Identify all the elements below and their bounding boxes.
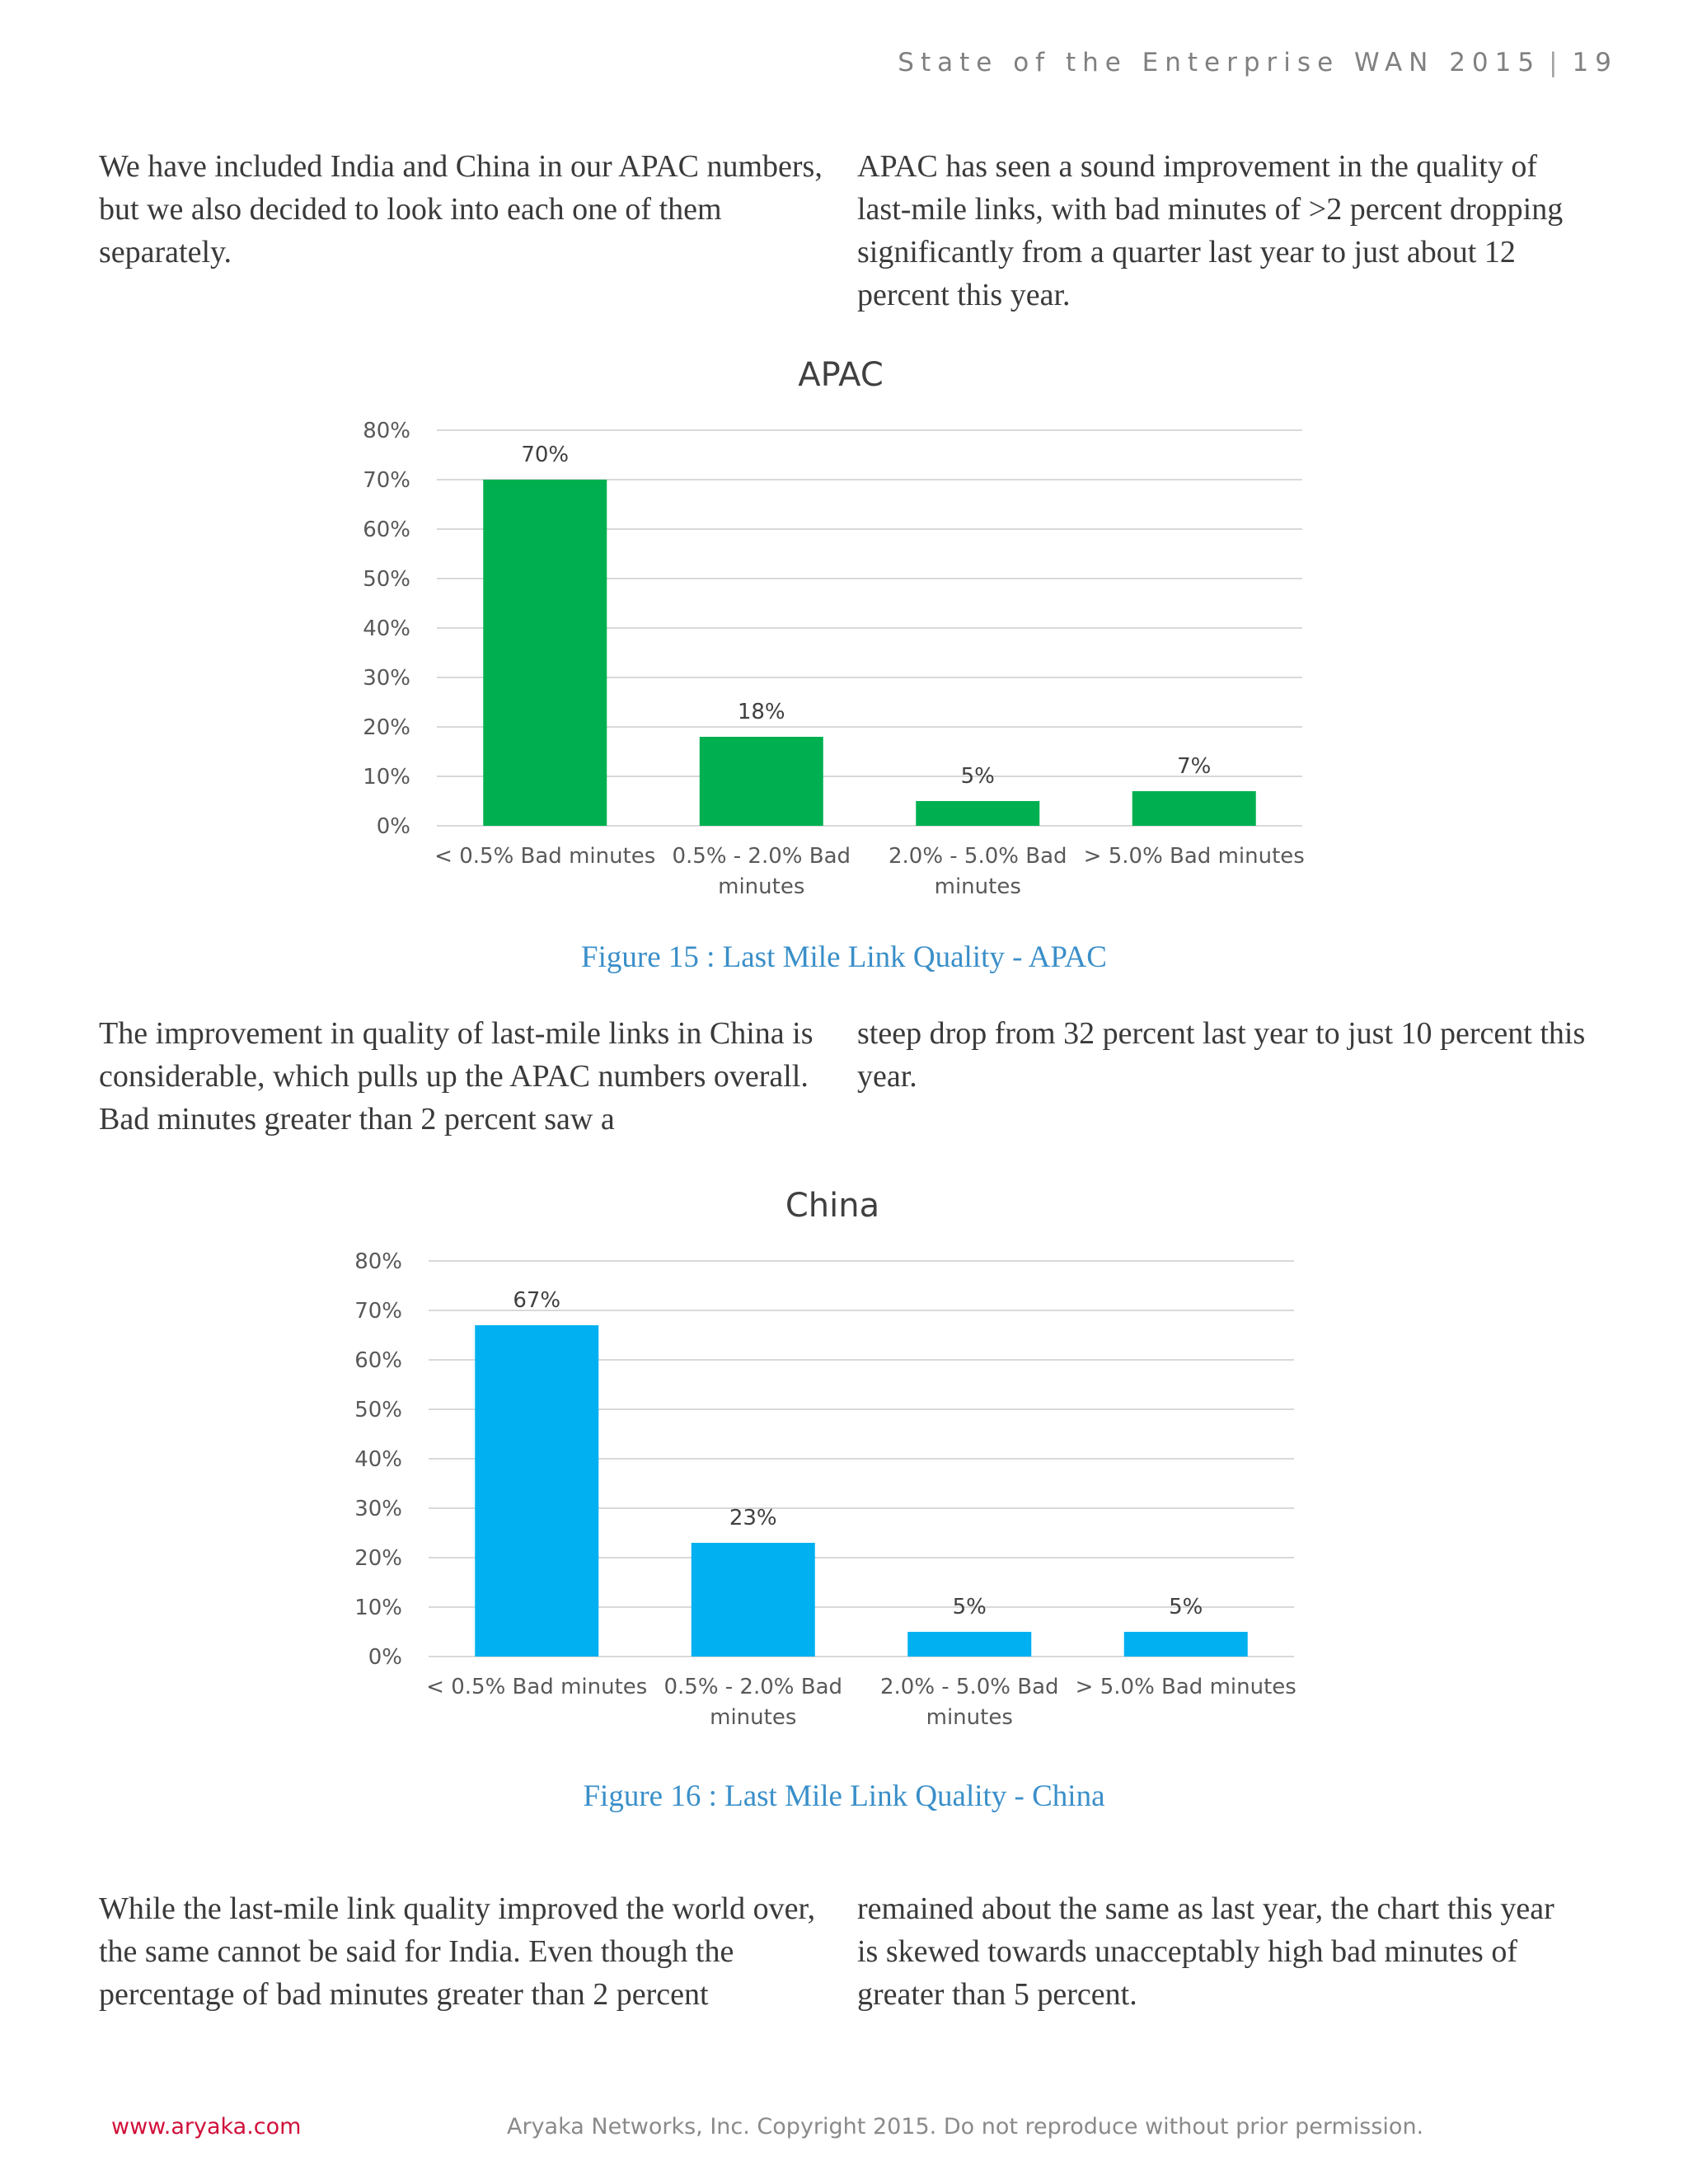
section1-right-column	[857, 145, 1582, 316]
y-tick-label: 40%	[363, 616, 410, 641]
bar	[1132, 791, 1256, 826]
x-tick-label: 0.5% - 2.0% Bad	[672, 844, 851, 869]
y-tick-label: 60%	[363, 518, 410, 542]
y-tick-label: 20%	[354, 1546, 402, 1571]
y-tick-label: 80%	[363, 419, 410, 443]
chart-china-title: China	[785, 1187, 880, 1225]
y-tick-label: 30%	[354, 1497, 402, 1521]
x-tick-label: 2.0% - 5.0% Bad	[879, 1675, 1059, 1699]
bar	[916, 801, 1039, 826]
section3-right-paragraph: remained about the same as last year, the chart this year is skewed towards unacceptably high bad minutes of greater than 5 percent.	[857, 1891, 1554, 2012]
y-tick-label: 60%	[354, 1348, 402, 1373]
data-label: 5%	[1169, 1595, 1203, 1619]
x-tick-label: > 5.0% Bad minutes	[1075, 1675, 1296, 1699]
section3-left-paragraph: While the last-mile link quality improved the world over, the same cannot be said for India. Even though the percentage of bad minutes greater than 2 percent	[99, 1891, 816, 2012]
x-tick-label: < 0.5% Bad minutes	[434, 844, 656, 869]
section1-right-paragraph: APAC has seen a sound improvement in the quality of last-mile links, with bad minutes of >2 percent dropping significantly from a quarter last year to just about 12 percent this year.	[857, 149, 1564, 312]
y-tick-label: 70%	[354, 1299, 402, 1324]
x-tick-label: minutes	[934, 874, 1021, 899]
section3-left-column	[99, 1887, 824, 2016]
bar	[907, 1632, 1031, 1657]
x-tick-label: minutes	[710, 1705, 797, 1730]
x-tick-label: 0.5% - 2.0% Bad	[663, 1675, 843, 1699]
y-tick-label: 0%	[368, 1645, 402, 1670]
data-label: 5%	[960, 764, 995, 789]
section2-right-column	[857, 1012, 1599, 1098]
data-label: 18%	[737, 700, 785, 724]
footer-copyright: Aryaka Networks, Inc. Copyright 2015. Do not reproduce without prior permission.	[507, 2114, 1424, 2139]
y-tick-label: 10%	[354, 1596, 402, 1620]
y-tick-label: 50%	[354, 1398, 402, 1422]
y-tick-label: 0%	[376, 814, 410, 839]
data-label: 23%	[729, 1506, 777, 1530]
x-tick-label: 2.0% - 5.0% Bad	[888, 844, 1067, 869]
section2-right-paragraph: steep drop from 32 percent last year to just 10 percent this year.	[857, 1016, 1586, 1094]
bar	[692, 1543, 815, 1657]
figure-15-caption: Figure 15 : Last Mile Link Quality - APAC	[581, 940, 1107, 974]
bar	[1124, 1632, 1248, 1657]
y-tick-label: 10%	[363, 765, 410, 790]
chart-apac-title: APAC	[798, 356, 884, 394]
header-title: State of the Enterprise WAN 2015	[898, 48, 1541, 77]
chart-china	[321, 1243, 1343, 1754]
footer-url: www.aryaka.com	[111, 2114, 302, 2139]
x-tick-label: > 5.0% Bad minutes	[1083, 844, 1305, 869]
y-tick-label: 70%	[363, 468, 410, 493]
y-tick-label: 50%	[363, 567, 410, 592]
data-label: 5%	[952, 1595, 987, 1619]
data-label: 70%	[521, 443, 570, 467]
y-tick-label: 30%	[363, 666, 410, 691]
data-label: 7%	[1177, 754, 1212, 779]
x-tick-label: minutes	[718, 874, 805, 899]
page-number: 19	[1572, 48, 1618, 77]
bar	[475, 1325, 598, 1657]
section1-left-column	[99, 145, 824, 274]
x-tick-label: minutes	[926, 1705, 1013, 1730]
header-separator: |	[1549, 48, 1564, 77]
x-tick-label: < 0.5% Bad minutes	[426, 1675, 648, 1699]
section3-right-column	[857, 1887, 1582, 2016]
section2-left-paragraph: The improvement in quality of last-mile links in China is considerable, which pulls up the APAC numbers overall. Bad minutes greater than 2 percent saw a	[99, 1016, 814, 1137]
chart-apac	[330, 412, 1352, 923]
page-header	[898, 48, 1618, 77]
figure-16-caption: Figure 16 : Last Mile Link Quality - China	[583, 1779, 1105, 1813]
y-tick-label: 40%	[354, 1447, 402, 1472]
y-tick-label: 80%	[354, 1249, 402, 1274]
data-label: 67%	[513, 1288, 561, 1313]
bar	[483, 480, 607, 826]
section1-left-paragraph: We have included India and China in our APAC numbers, but we also decided to look into each one of them separately.	[99, 149, 823, 269]
y-tick-label: 20%	[363, 715, 410, 740]
section2-left-column	[99, 1012, 824, 1141]
bar	[700, 737, 823, 826]
